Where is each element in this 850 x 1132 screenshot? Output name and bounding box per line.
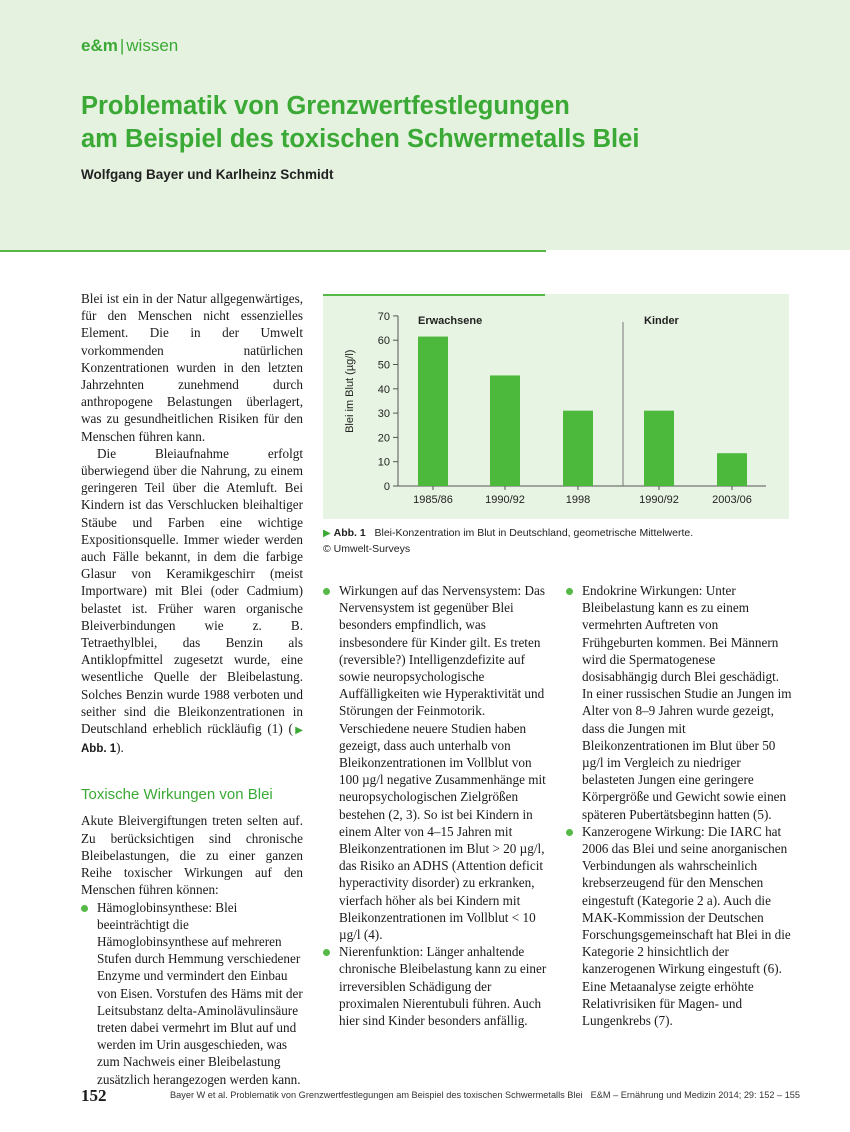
x-tick-label: 1990/92 xyxy=(639,494,679,506)
caption-arrow-icon: ▶ xyxy=(323,528,331,539)
article-title xyxy=(81,90,721,156)
body-column-1 xyxy=(81,290,303,1088)
y-tick-label: 70 xyxy=(377,310,390,323)
paragraph-intro: Blei ist ein in der Natur allgegenwärtiges, für den Menschen nicht essenzielles Element. Die in der Umwelt vorkommenden natürlichen Konzentrationen wurden in den letzten Jahrzehnten zunehmend durch anthropogene Belastungen überlagert, was zu gesundheitlichen Risiken für den Menschen führen kann. xyxy=(81,291,303,444)
bar xyxy=(644,411,674,486)
y-tick-label: 40 xyxy=(377,383,390,396)
bullet-dot-icon xyxy=(323,588,330,595)
bar xyxy=(490,375,520,486)
body-column-2 xyxy=(323,582,548,1029)
y-tick-label: 50 xyxy=(377,359,390,372)
list-item xyxy=(323,582,548,943)
chart-panel xyxy=(323,294,789,519)
list-item xyxy=(566,582,792,823)
journal-brand xyxy=(81,36,178,56)
x-tick-label: 1990/92 xyxy=(485,494,525,506)
figure-ref-arrow-icon: ▶ xyxy=(292,725,303,737)
figure-reference-link[interactable]: Abb. 1 xyxy=(81,743,117,756)
list-item-text: Endokrine Wirkungen: Unter Bleibelastung kann es zu einem vermehrten Auftreten von Frühgeburten kommen. Bei Männern wird die Spermatogenese dosisabhängig durch Blei geschädigt. In einer russischen Studie an Jungen im Alter von 8–9 Jahren wurde gezeigt, dass die Jungen mit Bleikonzentrationen im Blut über 50 µg/l im Vergleich zu niedriger belasteten Jungen eine geringere Körpergröße und Gewicht sowie einen späteren Pubertätsbeginn hatten (5). xyxy=(582,583,792,822)
bullet-dot-icon xyxy=(323,949,330,956)
brand-separator: | xyxy=(119,36,125,55)
bar xyxy=(418,337,448,486)
group-label: Erwachsene xyxy=(418,315,483,327)
list-item-text: Hämoglobinsynthese: Blei beeinträchtigt die Hämoglobinsynthese auf mehreren Stufen durch Hemmung verschiedener Enzyme und vermindert den Einbau von Eisen. Vorstufen des Häms mit der Leitsubstanz delta-Aminolävulinsäure treten dabei vermehrt im Blut auf und werden im Urin ausgeschieden, was zum Nachweis einer Bleibelastung zusätzlich herangezogen werden kann. xyxy=(97,899,303,1087)
title-line-2: am Beispiel des toxischen Schwermetalls Blei xyxy=(81,125,640,153)
bullet-list-col3 xyxy=(566,582,792,1029)
list-item xyxy=(81,899,303,1088)
bullet-dot-icon xyxy=(566,588,573,595)
header-rule xyxy=(0,250,546,252)
brand-name: e&m xyxy=(81,36,118,55)
bar xyxy=(563,411,593,486)
list-item xyxy=(566,823,792,1029)
y-tick-label: 0 xyxy=(383,481,390,493)
title-line-1: Problematik von Grenzwertfestlegungen xyxy=(81,92,570,120)
bar xyxy=(717,453,747,486)
list-item-text: Wirkungen auf das Nervensystem: Das Nervensystem ist gegenüber Blei besonders empfindlich, was insbesondere für Kinder gilt. Es treten (reversible?) Intelligenzdefizite auf sowie neuropsychologische Auffälligkeiten wie Hyperaktivität und Störungen der Feinmotorik. Verschiedene neuere Studien haben gezeigt, dass auch unterhalb von Bleikonzentrationen im Vollblut von 100 µg/l negative Zusammenhänge mit neuropsychologischen Zielgrößen bestehen (2, 3). So ist bei Kindern in einem Alter von 4–15 Jahren mit Bleikonzentrationen im Blut > 20 µg/l, das Risiko an ADHS (Attention deficit hyperactivity disorder) zu erkranken, vierfach höher als bei Kindern mit Bleikonzentrationen im Vollblut < 10 µg/l (4). xyxy=(339,583,546,943)
figure-caption xyxy=(323,526,793,557)
caption-label: Abb. 1 xyxy=(333,527,366,539)
body-column-3 xyxy=(566,582,792,1029)
caption-source: © Umwelt-Surveys xyxy=(323,542,411,555)
article-authors: Wolfgang Bayer und Karlheinz Schmidt xyxy=(81,167,334,182)
paragraph-exposure xyxy=(81,445,303,759)
y-tick-label: 20 xyxy=(377,432,390,445)
y-tick-label: 30 xyxy=(377,408,390,421)
section-heading: Toxische Wirkungen von Blei xyxy=(81,786,273,804)
footer-article-cite: Bayer W et al. Problematik von Grenzwertfestlegungen am Beispiel des toxischen Schwermetalls Blei xyxy=(170,1090,583,1100)
y-axis-title: Blei im Blut (µg/l) xyxy=(344,349,356,433)
paragraph-exposure-end: ). xyxy=(116,740,124,756)
bullet-list-col1 xyxy=(81,899,303,1088)
bullet-dot-icon xyxy=(81,905,88,912)
y-tick-label: 10 xyxy=(377,456,390,469)
bar-chart xyxy=(323,294,789,519)
x-tick-label: 1985/86 xyxy=(413,494,453,506)
page-number: 152 xyxy=(81,1086,107,1105)
chart-top-rule xyxy=(323,294,545,296)
footer-journal: E&M – Ernährung und Medizin 2014; 29: 152 – 155 xyxy=(590,1090,801,1100)
footer-citation xyxy=(170,1090,800,1100)
paragraph-toxic-intro: Akute Bleivergiftungen treten selten auf. Zu berücksichtigen sind chronische Bleibelastungen, die zu einer ganzen Reihe toxischer Wirkungen auf den Menschen führen können: xyxy=(81,813,303,898)
caption-text: Blei-Konzentration im Blut in Deutschland, geometrische Mittelwerte. xyxy=(374,527,694,539)
bullet-list-col2 xyxy=(323,582,548,1029)
list-item xyxy=(323,943,548,1029)
brand-section: wissen xyxy=(126,36,179,55)
y-tick-label: 60 xyxy=(377,335,390,348)
list-item-text: Nierenfunktion: Länger anhaltende chronische Bleibelastung kann zu einer irreversiblen Schädigung der proximalen Nierentubuli führen. Auch hier sind Kinder besonders anfällig. xyxy=(339,944,547,1029)
group-label: Kinder xyxy=(644,315,679,327)
list-item-text: Kanzerogene Wirkung: Die IARC hat 2006 das Blei und seine anorganischen Verbindungen als wahrscheinlich krebserzeugend für den Menschen eingestuft (Kategorie 2 a). Auch die MAK-Kommission der Deutschen Forschungsgemeinschaft hat Blei in die Kategorie 2 hinsichtlich der kanzerogenen Wirkung eingestuft (6). Eine Metaanalyse zeigte erhöhte Relativrisiken für Magen- und Lungenkrebs (7). xyxy=(582,823,791,1029)
x-tick-label: 2003/06 xyxy=(712,494,752,506)
bullet-dot-icon xyxy=(566,829,573,836)
paragraph-exposure-text: Die Bleiaufnahme erfolgt überwiegend über die Nahrung, zu einem geringeren Teil über die Atemluft. Bei Kindern ist das Verschlucken bleihaltiger Stäube und Farben eine wichtige Expositionsquelle. Immer wieder werden auch Fälle bekannt, in dem die farbige Glasur von Keramikgeschirr (meist Importware) mit Blei (oder Cadmium) belastet ist. Früher waren organische Bleiverbindungen wie z. B. Tetraethylblei, das Benzin als Antiklopfmittel zugesetzt wurde, eine wesentliche Quelle der Bleibelastung. Solches Benzin wurde 1988 verboten und seither sind die Bleikonzentrationen in Deutschland erheblich rückläufig (1) ( xyxy=(81,445,303,737)
x-tick-label: 1998 xyxy=(565,494,591,506)
